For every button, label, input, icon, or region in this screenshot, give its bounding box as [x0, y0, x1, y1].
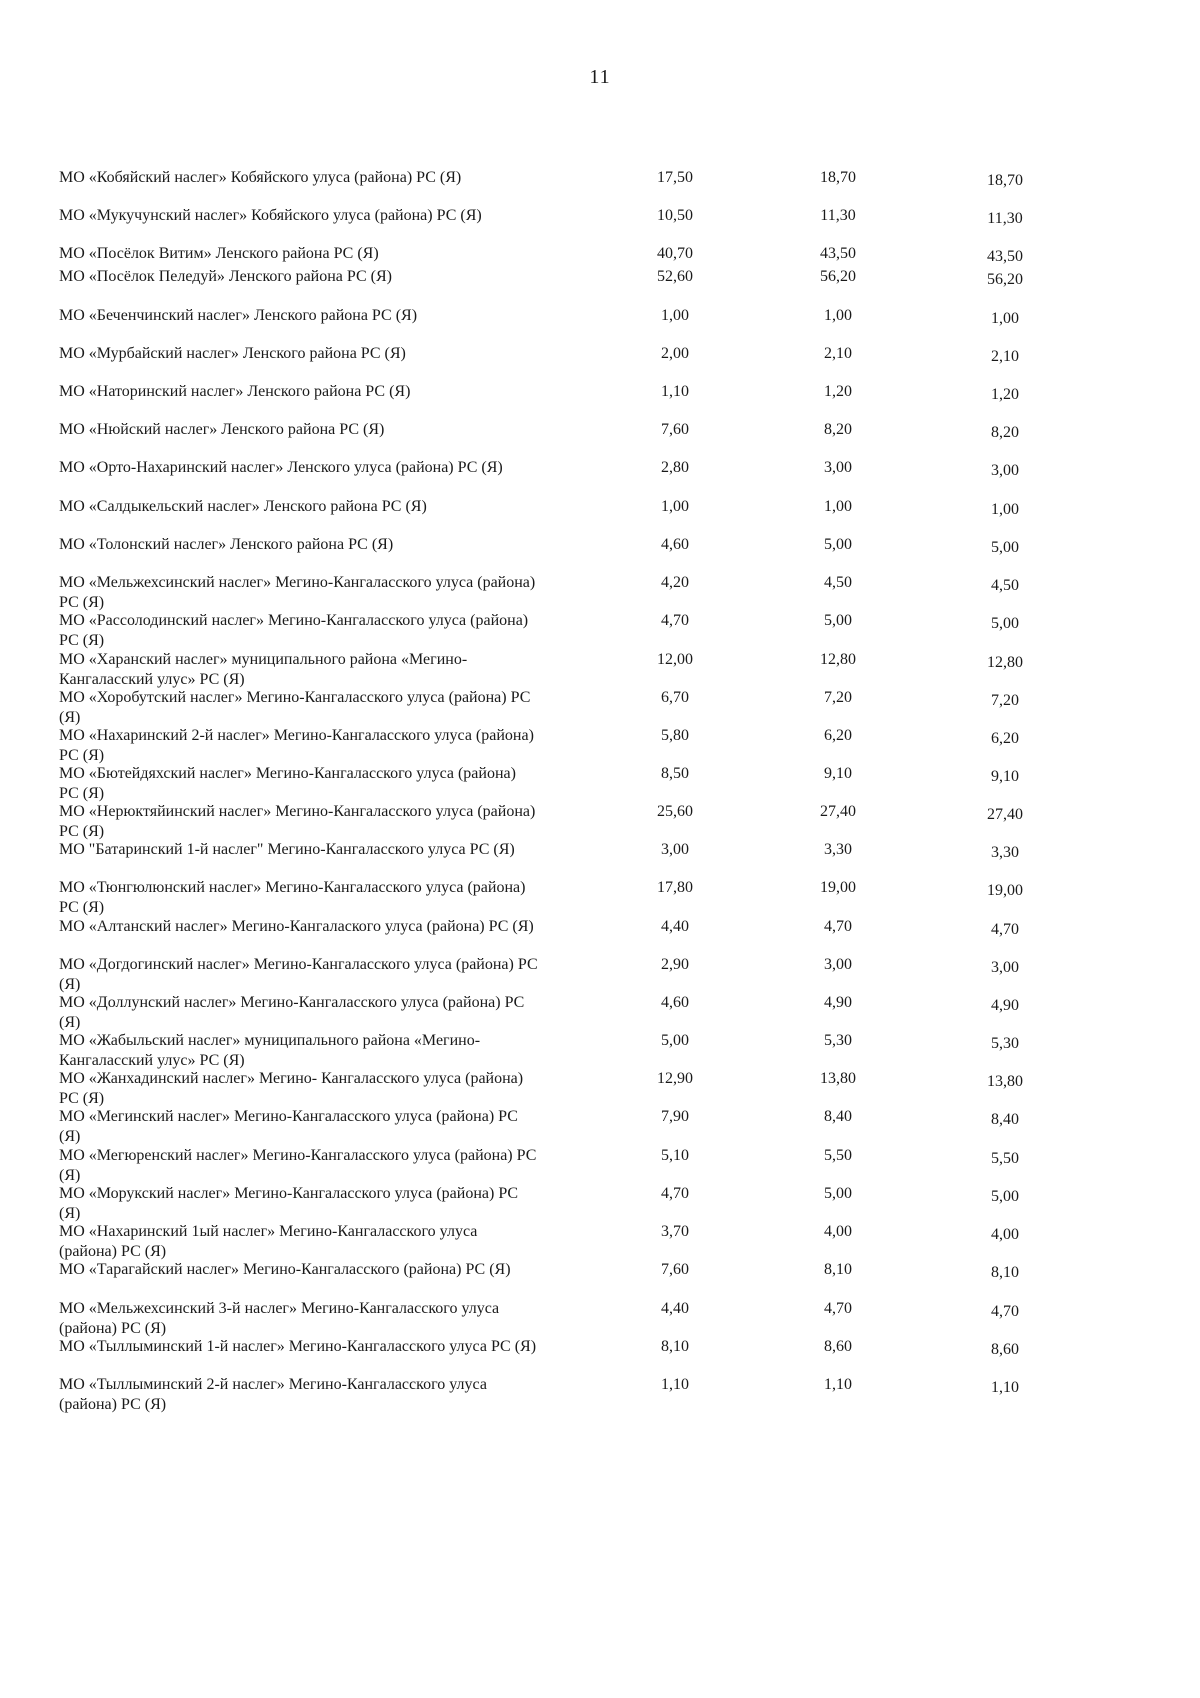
value-col-2: 4,70: [824, 1300, 852, 1317]
value-col-1: 2,80: [661, 459, 689, 476]
value-col-1: 1,10: [661, 383, 689, 400]
municipality-name: МО «Мельжехсинский 3-й наслег» Мегино-Кангаласского улуса (района) РС (Я): [59, 1300, 500, 1337]
value-col-1: 2,90: [661, 956, 689, 973]
value-col-2: 4,70: [824, 918, 852, 935]
municipality-name: МО «Рассолодинский наслег» Мегино-Кангаласского улуса (района) РС (Я): [59, 612, 529, 649]
value-col-2: 6,20: [824, 727, 852, 744]
value-col-2: 5,50: [824, 1147, 852, 1164]
value-col-3: 1,20: [991, 386, 1019, 403]
municipality-name: МО «Жанхадинский наслег» Мегино- Кангаласского улуса (района) РС (Я): [59, 1070, 524, 1107]
value-col-2: 43,50: [820, 245, 856, 262]
value-col-1: 40,70: [657, 245, 693, 262]
value-col-3: 5,00: [991, 1188, 1019, 1205]
value-col-3: 19,00: [987, 882, 1023, 899]
value-col-1: 3,00: [661, 841, 689, 858]
value-col-3: 5,50: [991, 1150, 1019, 1167]
municipality-name: МО "Батаринский 1-й наслег" Мегино-Кангаласского улуса РС (Я): [59, 841, 515, 858]
municipality-name: МО «Нахаринский 1ый наслег» Мегино-Кангаласского улуса (района) РС (Я): [59, 1223, 478, 1260]
value-col-3: 8,20: [991, 424, 1019, 441]
value-col-3: 11,30: [987, 210, 1023, 227]
value-col-1: 17,50: [657, 169, 693, 186]
value-col-3: 18,70: [987, 172, 1023, 189]
municipality-name: МО «Догдогинский наслег» Мегино-Кангаласского улуса (района) РС (Я): [59, 956, 538, 993]
value-col-2: 7,20: [824, 689, 852, 706]
municipality-name: МО «Мурбайский наслег» Ленского района РС (Я): [59, 345, 406, 362]
municipality-name: МО «Жабыльский наслег» муниципального района «Мегино-Кангаласский улус» РС (Я): [59, 1032, 481, 1069]
value-col-3: 4,00: [991, 1226, 1019, 1243]
municipality-name: МО «Алтанский наслег» Мегино-Кангалаского улуса (района) РС (Я): [59, 918, 534, 935]
municipality-name: МО «Салдыкельский наслег» Ленского района РС (Я): [59, 498, 427, 515]
municipality-name: МО «Беченчинский наслег» Ленского района РС (Я): [59, 307, 418, 324]
value-col-1: 10,50: [657, 207, 693, 224]
value-col-3: 43,50: [987, 248, 1023, 265]
value-col-2: 8,20: [824, 421, 852, 438]
value-col-2: 5,00: [824, 536, 852, 553]
value-col-2: 27,40: [820, 803, 856, 820]
value-col-2: 5,00: [824, 1185, 852, 1202]
value-col-3: 9,10: [991, 768, 1019, 785]
value-col-3: 1,00: [991, 501, 1019, 518]
value-col-3: 3,00: [991, 959, 1019, 976]
municipality-name: МО «Нерюктяйинский наслег» Мегино-Кангаласского улуса (района) РС (Я): [59, 803, 536, 840]
value-col-1: 1,00: [661, 498, 689, 515]
value-col-2: 3,00: [824, 956, 852, 973]
value-col-1: 4,20: [661, 574, 689, 591]
value-col-2: 19,00: [820, 879, 856, 896]
value-col-3: 2,10: [991, 348, 1019, 365]
value-col-3: 4,50: [991, 577, 1019, 594]
municipality-name: МО «Мегюренский наслег» Мегино-Кангаласского улуса (района) РС (Я): [59, 1147, 537, 1184]
value-col-1: 5,10: [661, 1147, 689, 1164]
value-col-1: 2,00: [661, 345, 689, 362]
value-col-1: 8,10: [661, 1338, 689, 1355]
municipality-name: МО «Харанский наслег» муниципального района «Мегино-Кангаласский улус» РС (Я): [59, 651, 468, 688]
value-col-1: 5,00: [661, 1032, 689, 1049]
municipality-name: МО «Посёлок Пеледуй» Ленского района РС (Я): [59, 268, 392, 285]
value-col-3: 1,10: [991, 1379, 1019, 1396]
value-col-3: 27,40: [987, 806, 1023, 823]
municipality-name: МО «Хоробутский наслег» Мегино-Кангаласского улуса (района) РС (Я): [59, 689, 531, 726]
municipality-name: МО «Орто-Нахаринский наслег» Ленского улуса (района) РС (Я): [59, 459, 503, 476]
value-col-3: 5,00: [991, 615, 1019, 632]
value-col-3: 12,80: [987, 654, 1023, 671]
municipality-name: МО «Мельжехсинский наслег» Мегино-Кангаласского улуса (района) РС (Я): [59, 574, 536, 611]
value-col-1: 6,70: [661, 689, 689, 706]
value-col-3: 13,80: [987, 1073, 1023, 1090]
value-col-3: 3,00: [991, 462, 1019, 479]
value-col-1: 4,40: [661, 1300, 689, 1317]
value-col-3: 5,30: [991, 1035, 1019, 1052]
value-col-1: 4,60: [661, 994, 689, 1011]
value-col-2: 4,90: [824, 994, 852, 1011]
value-col-3: 1,00: [991, 310, 1019, 327]
value-col-2: 56,20: [820, 268, 856, 285]
value-col-2: 8,40: [824, 1108, 852, 1125]
value-col-1: 1,10: [661, 1376, 689, 1393]
value-col-1: 8,50: [661, 765, 689, 782]
value-col-1: 4,60: [661, 536, 689, 553]
value-col-1: 12,90: [657, 1070, 693, 1087]
value-col-2: 2,10: [824, 345, 852, 362]
municipality-name: МО «Наторинский наслег» Ленского района РС (Я): [59, 383, 411, 400]
municipality-name: МО «Тыллыминский 2-й наслег» Мегино-Кангаласского улуса (района) РС (Я): [59, 1376, 487, 1413]
value-col-2: 4,00: [824, 1223, 852, 1240]
value-col-1: 5,80: [661, 727, 689, 744]
municipality-name: МО «Мукучунский наслег» Кобяйского улуса (района) РС (Я): [59, 207, 482, 224]
value-col-3: 4,70: [991, 921, 1019, 938]
value-col-3: 4,90: [991, 997, 1019, 1014]
value-col-2: 8,10: [824, 1261, 852, 1278]
value-col-1: 25,60: [657, 803, 693, 820]
municipality-name: МО «Бютейдяхский наслег» Мегино-Кангаласского улуса (района) РС (Я): [59, 765, 516, 802]
value-col-3: 5,00: [991, 539, 1019, 556]
value-col-1: 4,70: [661, 612, 689, 629]
value-col-1: 1,00: [661, 307, 689, 324]
page-number: 11: [589, 66, 611, 88]
value-col-3: 56,20: [987, 271, 1023, 288]
value-col-2: 11,30: [820, 207, 856, 224]
municipality-name: МО «Тюнгюлюнский наслег» Мегино-Кангаласского улуса (района) РС (Я): [59, 879, 526, 916]
municipality-name: МО «Доллунский наслег» Мегино-Кангаласского улуса (района) РС (Я): [59, 994, 525, 1031]
municipality-name: МО «Толонский наслег» Ленского района РС (Я): [59, 536, 394, 553]
value-col-3: 6,20: [991, 730, 1019, 747]
value-col-2: 3,00: [824, 459, 852, 476]
value-col-2: 1,00: [824, 307, 852, 324]
municipality-name: МО «Нюйский наслег» Ленского района РС (Я): [59, 421, 385, 438]
value-col-2: 8,60: [824, 1338, 852, 1355]
value-col-1: 17,80: [657, 879, 693, 896]
municipality-name: МО «Морукский наслег» Мегино-Кангаласского улуса (района) РС (Я): [59, 1185, 519, 1222]
value-col-2: 12,80: [820, 651, 856, 668]
municipality-name: МО «Тарагайский наслег» Мегино-Кангаласского (района) РС (Я): [59, 1261, 511, 1278]
value-col-2: 5,30: [824, 1032, 852, 1049]
value-col-1: 7,60: [661, 1261, 689, 1278]
value-col-1: 4,70: [661, 1185, 689, 1202]
value-col-3: 8,60: [991, 1341, 1019, 1358]
value-col-2: 3,30: [824, 841, 852, 858]
municipality-name: МО «Тыллыминский 1-й наслег» Мегино-Кангаласского улуса РС (Я): [59, 1338, 537, 1355]
value-col-3: 7,20: [991, 692, 1019, 709]
value-col-1: 7,90: [661, 1108, 689, 1125]
value-col-1: 52,60: [657, 268, 693, 285]
value-col-2: 13,80: [820, 1070, 856, 1087]
value-col-1: 7,60: [661, 421, 689, 438]
value-col-2: 1,10: [824, 1376, 852, 1393]
municipality-name: МО «Кобяйский наслег» Кобяйского улуса (района) РС (Я): [59, 169, 462, 186]
value-col-3: 8,40: [991, 1111, 1019, 1128]
value-col-2: 1,00: [824, 498, 852, 515]
value-col-1: 4,40: [661, 918, 689, 935]
municipality-name: МО «Мегинский наслег» Мегино-Кангаласского улуса (района) РС (Я): [59, 1108, 518, 1145]
value-col-3: 4,70: [991, 1303, 1019, 1320]
value-col-2: 18,70: [820, 169, 856, 186]
municipality-name: МО «Посёлок Витим» Ленского района РС (Я): [59, 245, 379, 262]
value-col-2: 4,50: [824, 574, 852, 591]
value-col-1: 3,70: [661, 1223, 689, 1240]
municipality-name: МО «Нахаринский 2-й наслег» Мегино-Кангаласского улуса (района) РС (Я): [59, 727, 534, 764]
value-col-2: 9,10: [824, 765, 852, 782]
value-col-1: 12,00: [657, 651, 693, 668]
value-col-3: 3,30: [991, 844, 1019, 861]
value-col-2: 5,00: [824, 612, 852, 629]
value-col-2: 1,20: [824, 383, 852, 400]
value-col-3: 8,10: [991, 1264, 1019, 1281]
